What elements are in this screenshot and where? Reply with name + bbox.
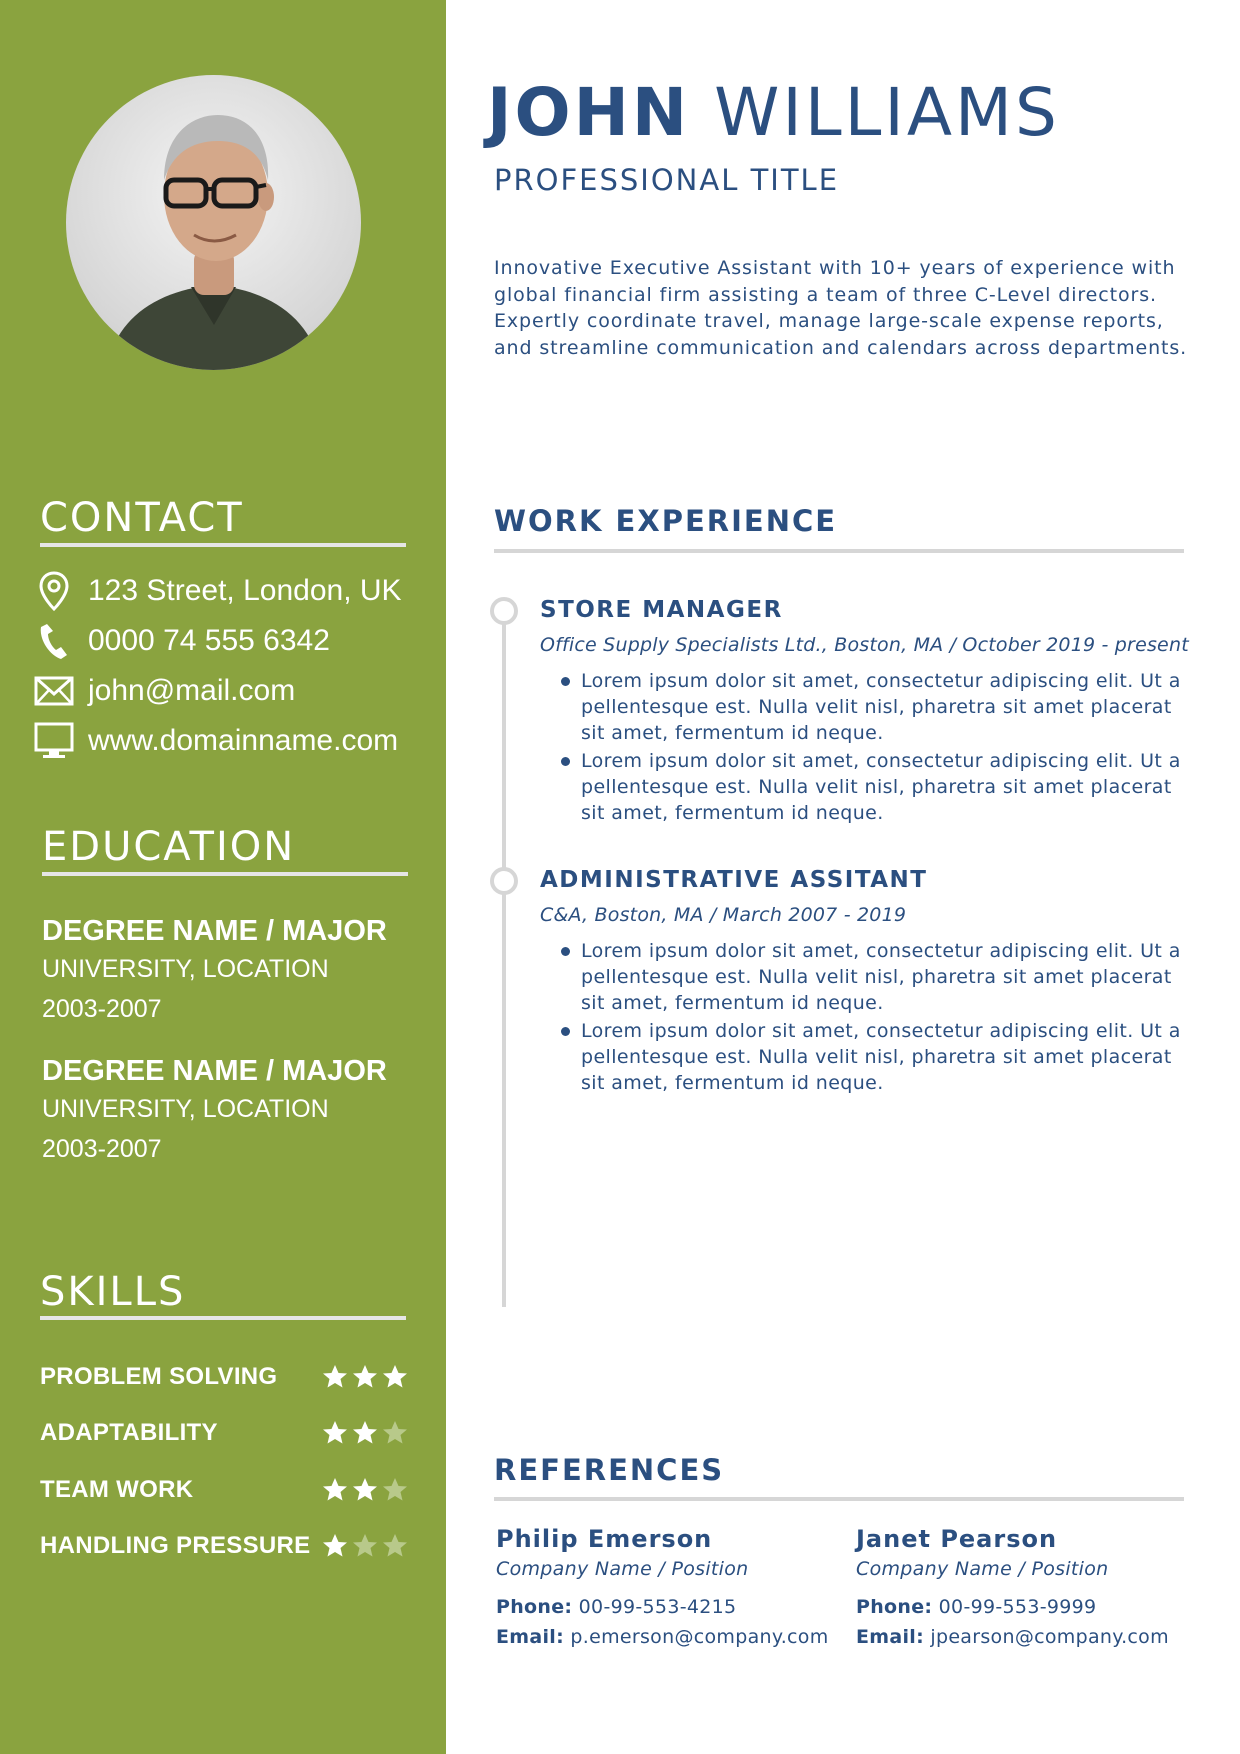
contact-heading: CONTACT <box>40 495 244 541</box>
references-heading: REFERENCES <box>494 1453 725 1487</box>
phone-label: Phone: <box>856 1596 933 1618</box>
skill-rating <box>320 1531 410 1561</box>
job-entry <box>540 866 1190 1098</box>
star-filled-icon <box>350 1475 380 1505</box>
skill-rating <box>320 1475 410 1505</box>
skill-row <box>40 1416 410 1450</box>
star-empty-icon <box>380 1531 410 1561</box>
reference-card <box>496 1524 856 1652</box>
work-experience-heading: WORK EXPERIENCE <box>494 504 838 538</box>
professional-title: PROFESSIONAL TITLE <box>494 163 840 197</box>
sidebar <box>0 0 446 1754</box>
reference-phone-value: 00-99-553-4215 <box>578 1596 737 1618</box>
contact-phone-text: 0000 74 555 6342 <box>88 624 330 657</box>
star-filled-icon <box>320 1531 350 1561</box>
education-degree: DEGREE NAME / MAJOR <box>42 1055 387 1087</box>
timeline-dot <box>490 597 518 625</box>
reference-phone <box>856 1592 1216 1622</box>
envelope-icon <box>34 671 74 711</box>
reference-email-value[interactable]: p.emerson@company.com <box>570 1626 829 1648</box>
job-bullet: Lorem ipsum dolor sit amet, consectetur adipiscing elit. Ut a pellentesque est. Nulla velit nisl, pharetra sit amet placerat sit amet, fermentum id neque. <box>540 938 1190 1016</box>
star-filled-icon <box>320 1418 350 1448</box>
education-years: 2003-2007 <box>42 1135 162 1163</box>
first-name: JOHN <box>487 74 691 151</box>
skill-name: ADAPTABILITY <box>40 1419 218 1446</box>
email-label: Email: <box>496 1626 565 1648</box>
skills-heading: SKILLS <box>40 1269 186 1315</box>
profile-photo <box>66 75 361 370</box>
contact-address-text: 123 Street, London, UK <box>88 574 402 607</box>
job-entry <box>540 596 1190 828</box>
person-portrait-icon <box>66 75 361 370</box>
phone-icon <box>34 621 74 661</box>
job-meta: Office Supply Specialists Ltd., Boston, MA / October 2019 - present <box>540 634 1189 656</box>
reference-phone-value: 00-99-553-9999 <box>938 1596 1097 1618</box>
email-label: Email: <box>856 1626 925 1648</box>
reference-company: Company Name / Position <box>856 1558 1109 1580</box>
contact-website[interactable] <box>34 721 398 761</box>
work-experience-divider <box>494 549 1184 553</box>
contact-divider <box>40 543 406 547</box>
reference-card <box>856 1524 1216 1652</box>
star-filled-icon <box>350 1418 380 1448</box>
job-title: STORE MANAGER <box>540 597 783 623</box>
job-bullet: Lorem ipsum dolor sit amet, consectetur adipiscing elit. Ut a pellentesque est. Nulla velit nisl, pharetra sit amet placerat sit amet, fermentum id neque. <box>540 668 1190 746</box>
job-bullet: Lorem ipsum dolor sit amet, consectetur adipiscing elit. Ut a pellentesque est. Nulla velit nisl, pharetra sit amet placerat sit amet, fermentum id neque. <box>540 1018 1190 1096</box>
job-bullets <box>540 668 1190 826</box>
timeline-line <box>502 622 506 1307</box>
skill-name: TEAM WORK <box>40 1476 194 1503</box>
contact-email-text[interactable]: john@mail.com <box>88 674 296 707</box>
references-divider <box>494 1497 1184 1501</box>
reference-name: Janet Pearson <box>856 1525 1058 1553</box>
star-filled-icon <box>320 1475 350 1505</box>
contact-website-text[interactable]: www.domainname.com <box>88 724 399 757</box>
skill-name: HANDLING PRESSURE <box>40 1532 311 1559</box>
reference-company: Company Name / Position <box>496 1558 749 1580</box>
reference-name: Philip Emerson <box>496 1525 713 1553</box>
skill-row <box>40 1360 410 1394</box>
phone-label: Phone: <box>496 1596 573 1618</box>
education-university: UNIVERSITY, LOCATION <box>42 955 329 983</box>
star-empty-icon <box>380 1418 410 1448</box>
education-item <box>42 1054 422 1166</box>
education-university: UNIVERSITY, LOCATION <box>42 1095 329 1123</box>
education-degree: DEGREE NAME / MAJOR <box>42 915 387 947</box>
star-empty-icon <box>350 1531 380 1561</box>
contact-email[interactable] <box>34 671 295 711</box>
education-divider <box>42 872 408 876</box>
star-empty-icon <box>380 1475 410 1505</box>
timeline-dot <box>490 867 518 895</box>
job-title: ADMINISTRATIVE ASSITANT <box>540 867 928 893</box>
candidate-name <box>487 74 1060 151</box>
education-years: 2003-2007 <box>42 995 162 1023</box>
reference-email <box>856 1622 1216 1652</box>
reference-email-value[interactable]: jpearson@company.com <box>930 1626 1169 1648</box>
location-pin-icon <box>34 571 74 611</box>
star-filled-icon <box>320 1362 350 1392</box>
skills-divider <box>40 1316 406 1320</box>
star-filled-icon <box>380 1362 410 1392</box>
contact-address <box>34 571 402 611</box>
skill-row <box>40 1473 410 1507</box>
job-bullet: Lorem ipsum dolor sit amet, consectetur adipiscing elit. Ut a pellentesque est. Nulla velit nisl, pharetra sit amet placerat sit amet, fermentum id neque. <box>540 748 1190 826</box>
education-heading: EDUCATION <box>42 824 296 870</box>
skill-name: PROBLEM SOLVING <box>40 1363 278 1390</box>
star-filled-icon <box>350 1362 380 1392</box>
skill-rating <box>320 1362 410 1392</box>
contact-phone <box>34 621 330 661</box>
monitor-icon <box>34 721 74 761</box>
job-meta: C&A, Boston, MA / March 2007 - 2019 <box>540 904 907 926</box>
reference-email <box>496 1622 856 1652</box>
last-name: WILLIAMS <box>714 74 1060 151</box>
job-bullets <box>540 938 1190 1096</box>
skill-rating <box>320 1418 410 1448</box>
reference-phone <box>496 1592 856 1622</box>
education-item <box>42 914 422 1026</box>
skill-row <box>40 1529 410 1563</box>
profile-summary: Innovative Executive Assistant with 10+ years of experience with global financial firm assisting a team of three C-Level directors. Expertly coordinate travel, manage large-scale expense reports, and streamline communication and calendars across departments. <box>494 257 1188 359</box>
